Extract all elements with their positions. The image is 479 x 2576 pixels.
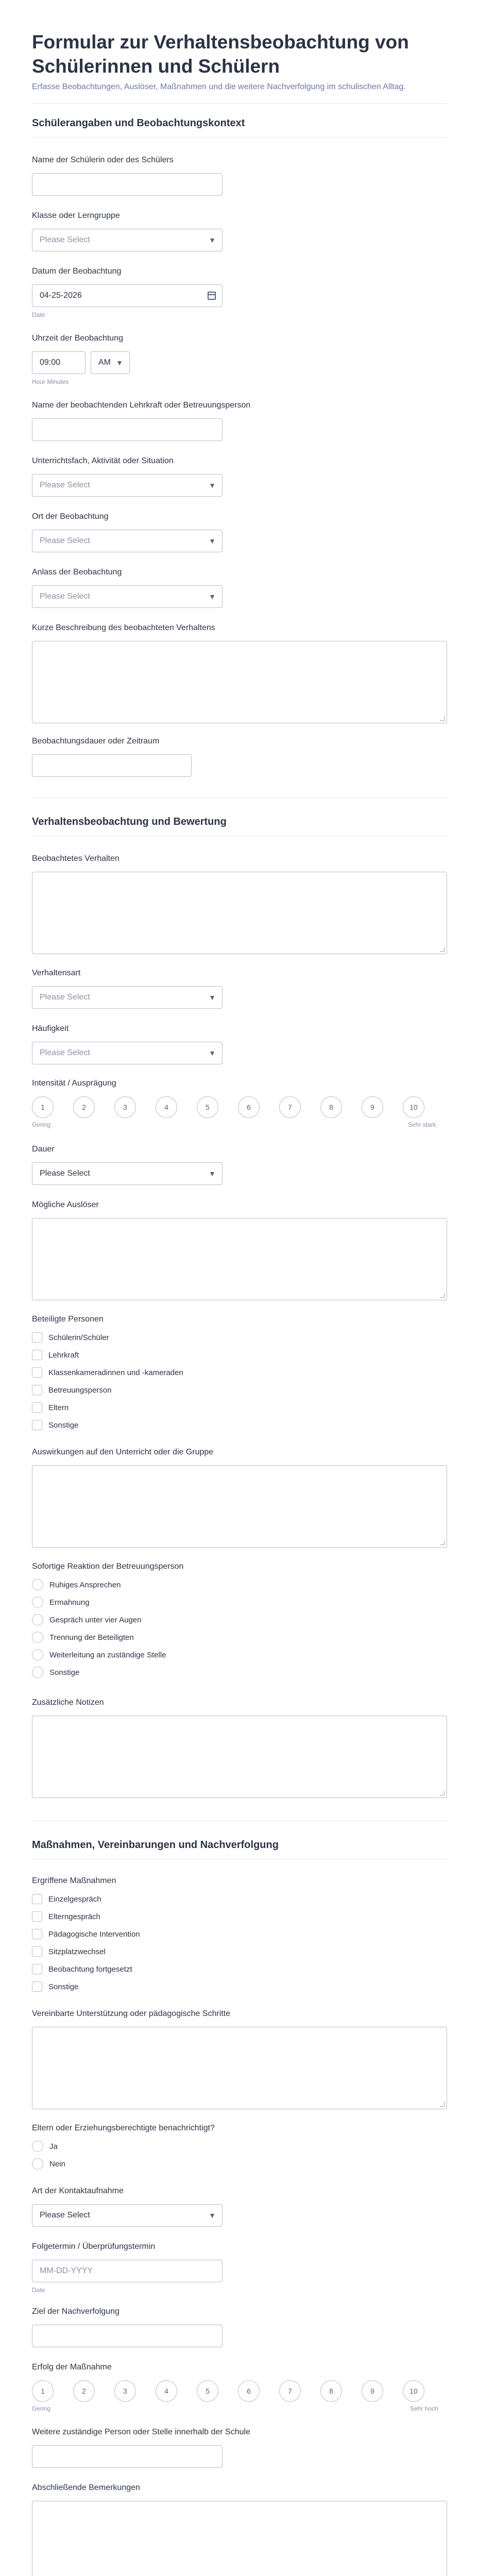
support-label: Vereinbarte Unterstützung oder pädagogische Schritte — [32, 2009, 231, 2018]
scale-option[interactable]: 7 — [279, 2380, 301, 2402]
radio[interactable] — [32, 2141, 43, 2152]
time-sublabel: Hour Minutes — [32, 378, 69, 385]
parents-option[interactable] — [32, 2140, 58, 2153]
duration2-label: Dauer — [32, 1145, 55, 1154]
checkbox[interactable] — [32, 1946, 42, 1957]
class-select[interactable] — [32, 229, 223, 251]
scale-option[interactable]: 10 — [403, 2380, 424, 2402]
triggers-textarea[interactable] — [32, 1218, 447, 1300]
observer-label: Name der beobachtenden Lehrkraft oder Betreuungsperson — [32, 401, 251, 410]
chevron-down-icon: ▼ — [209, 993, 216, 1002]
scale-high-label: Sehr hoch — [410, 2405, 438, 2412]
option-label: Ermahnung — [49, 1598, 90, 1607]
reaction-option[interactable] — [32, 1596, 90, 1608]
radio[interactable] — [32, 1667, 43, 1678]
chevron-down-icon: ▼ — [209, 2211, 216, 2219]
reaction-option[interactable] — [32, 1666, 79, 1679]
reaction-label: Sofortige Reaktion der Betreuungsperson — [32, 1562, 184, 1571]
measures-option[interactable] — [32, 1963, 132, 1975]
radio[interactable] — [32, 1597, 43, 1608]
option-label: Sonstige — [48, 1420, 79, 1430]
frequency-select-value: Please Select — [40, 1048, 90, 1057]
date-label: Datum der Beobachtung — [32, 267, 122, 276]
option-label: Weiterleitung an zuständige Stelle — [49, 1650, 166, 1659]
radio[interactable] — [32, 1614, 43, 1625]
time-label: Uhrzeit der Beobachtung — [32, 334, 123, 343]
followup-placeholder: MM-DD-YYYY — [40, 2266, 93, 2275]
goal-input[interactable] — [32, 2325, 223, 2347]
intensity-label: Intensität / Ausprägung — [32, 1079, 116, 1088]
measures-label: Ergriffene Maßnahmen — [32, 1876, 116, 1885]
scale-option[interactable]: 6 — [238, 2380, 260, 2402]
duration-label: Beobachtungsdauer oder Zeitraum — [32, 737, 160, 745]
student-name-label: Name der Schülerin oder des Schülers — [32, 156, 174, 164]
chevron-down-icon: ▼ — [116, 359, 123, 367]
scale-option[interactable]: 3 — [114, 2380, 136, 2402]
section-title-student-context: Schülerangaben und Beobachtungskontext — [32, 117, 245, 129]
time-input[interactable] — [32, 351, 85, 374]
success-scale — [32, 2380, 424, 2402]
chevron-down-icon: ▼ — [209, 1170, 216, 1178]
observed-textarea[interactable] — [32, 872, 447, 954]
measures-option[interactable] — [32, 1980, 78, 1993]
option-label: Sonstige — [49, 1668, 80, 1677]
date-sublabel: Date — [32, 311, 45, 318]
option-label: Trennung der Beteiligten — [49, 1633, 134, 1642]
option-label: Eltern — [48, 1403, 69, 1412]
checkbox[interactable] — [32, 1367, 42, 1378]
scale-high-label: Sehr stark — [408, 1121, 436, 1128]
option-label: Elterngespräch — [48, 1912, 100, 1921]
reason-select[interactable] — [32, 585, 223, 608]
scale-option[interactable]: 7 — [279, 1096, 301, 1118]
measures-option[interactable] — [32, 1893, 101, 1905]
scale-option[interactable]: 4 — [156, 1096, 177, 1118]
parents-label: Eltern oder Erziehungsberechtigte benachrichtigt? — [32, 2124, 215, 2132]
scale-option[interactable]: 2 — [73, 1096, 95, 1118]
scale-option[interactable]: 9 — [362, 2380, 383, 2402]
reaction-option[interactable] — [32, 1614, 141, 1626]
reaction-option[interactable] — [32, 1649, 166, 1661]
chevron-down-icon: ▼ — [209, 236, 216, 244]
student-name-input[interactable] — [32, 173, 223, 196]
frequency-select[interactable] — [32, 1042, 223, 1064]
persons-option[interactable] — [32, 1419, 78, 1431]
scale-option[interactable]: 3 — [114, 1096, 136, 1118]
option-label: Einzelgespräch — [48, 1894, 101, 1904]
scale-low-label: Gering — [32, 2405, 51, 2412]
description-textarea[interactable] — [32, 641, 447, 723]
checkbox[interactable] — [32, 1420, 42, 1430]
reason-label: Anlass der Beobachtung — [32, 568, 122, 577]
subject-select[interactable] — [32, 474, 223, 497]
other-person-input[interactable] — [32, 2445, 223, 2468]
scale-option[interactable]: 8 — [320, 1096, 342, 1118]
radio[interactable] — [32, 1579, 43, 1590]
ampm-value: AM — [98, 358, 111, 367]
form-subtitle: Erfasse Beobachtungen, Auslöser, Maßnahmen und die weitere Nachverfolgung im schulischen Alltag. — [32, 82, 406, 91]
support-textarea[interactable] — [32, 2027, 447, 2109]
goal-label: Ziel der Nachverfolgung — [32, 2307, 119, 2316]
effects-label: Auswirkungen auf den Unterricht oder die Gruppe — [32, 1448, 214, 1456]
checkbox[interactable] — [32, 1911, 42, 1922]
observed-label: Beobachtetes Verhalten — [32, 854, 119, 863]
observer-input[interactable] — [32, 418, 223, 441]
option-label: Sitzplatzwechsel — [48, 1947, 106, 1956]
location-select[interactable] — [32, 530, 223, 552]
location-select-value: Please Select — [40, 536, 90, 545]
persons-option[interactable] — [32, 1349, 79, 1361]
scale-option[interactable]: 10 — [403, 1096, 424, 1118]
option-label: Nein — [49, 2159, 65, 2168]
checkbox[interactable] — [32, 1350, 42, 1360]
reaction-option[interactable] — [32, 1631, 134, 1643]
scale-option[interactable]: 8 — [320, 2380, 342, 2402]
date-input[interactable] — [32, 284, 223, 307]
measures-option[interactable] — [32, 1945, 106, 1958]
calendar-icon[interactable] — [208, 292, 216, 300]
option-label: Lehrkraft — [48, 1350, 79, 1360]
section-title-observation: Verhaltensbeobachtung und Bewertung — [32, 816, 227, 827]
description-label: Kurze Beschreibung des beobachteten Verhaltens — [32, 623, 215, 632]
location-label: Ort der Beobachtung — [32, 512, 109, 521]
checkbox[interactable] — [32, 1402, 42, 1413]
scale-option[interactable]: 5 — [197, 2380, 218, 2402]
scale-option[interactable]: 1 — [32, 2380, 54, 2402]
type-select[interactable] — [32, 986, 223, 1009]
other-person-label: Weitere zuständige Person oder Stelle innerhalb der Schule — [32, 2428, 250, 2436]
persons-option[interactable] — [32, 1401, 69, 1414]
effects-textarea[interactable] — [32, 1465, 447, 1548]
followup-label: Folgetermin / Überprüfungstermin — [32, 2242, 156, 2251]
contact-select[interactable] — [32, 2204, 223, 2227]
scale-low-label: Gering — [32, 1121, 51, 1128]
scale-option[interactable]: 6 — [238, 1096, 260, 1118]
option-label: Ja — [49, 2142, 58, 2151]
reaction-option[interactable] — [32, 1579, 121, 1591]
duration2-select[interactable] — [32, 1162, 223, 1185]
chevron-down-icon: ▼ — [209, 1049, 216, 1057]
notes-textarea[interactable] — [32, 1716, 447, 1798]
persons-option[interactable] — [32, 1366, 183, 1379]
class-label: Klasse oder Lerngruppe — [32, 211, 120, 220]
persons-option[interactable] — [32, 1384, 112, 1396]
radio[interactable] — [32, 1632, 43, 1643]
section-title-measures: Maßnahmen, Vereinbarungen und Nachverfolgung — [32, 1839, 279, 1851]
contact-label: Art der Kontaktaufnahme — [32, 2187, 124, 2195]
option-label: Beobachtung fortgesetzt — [48, 1964, 132, 1974]
followup-date-input[interactable] — [32, 2260, 223, 2282]
option-label: Betreuungsperson — [48, 1385, 112, 1395]
checkbox[interactable] — [32, 1385, 42, 1395]
subject-select-value: Please Select — [40, 481, 90, 489]
persons-option[interactable] — [32, 1331, 109, 1344]
measures-option[interactable] — [32, 1928, 140, 1940]
persons-label: Beteiligte Personen — [32, 1315, 104, 1324]
scale-option[interactable]: 9 — [362, 1096, 383, 1118]
duration-input[interactable] — [32, 754, 192, 777]
scale-option[interactable]: 2 — [73, 2380, 95, 2402]
chevron-down-icon: ▼ — [209, 481, 216, 489]
time-value: 09:00 — [40, 358, 61, 367]
checkbox[interactable] — [32, 1332, 42, 1343]
radio[interactable] — [32, 2158, 43, 2170]
option-label: Gespräch unter vier Augen — [49, 1615, 142, 1624]
type-label: Verhaltensart — [32, 969, 81, 977]
checkbox[interactable] — [32, 1929, 42, 1939]
section-divider — [32, 137, 447, 138]
option-label: Pädagogische Intervention — [48, 1929, 140, 1939]
ampm-select[interactable] — [91, 351, 130, 374]
frequency-label: Häufigkeit — [32, 1024, 69, 1033]
option-label: Sonstige — [48, 1982, 79, 1991]
type-select-value: Please Select — [40, 993, 90, 1002]
reason-select-value: Please Select — [40, 592, 90, 601]
triggers-label: Mögliche Auslöser — [32, 1200, 99, 1209]
scale-option[interactable]: 4 — [156, 2380, 177, 2402]
option-label: Schülerin/Schüler — [48, 1333, 109, 1342]
date-value: 04-25-2026 — [40, 291, 82, 300]
form-title: Formular zur Verhaltensbeobachtung von Schülerinnen und Schülern — [32, 31, 409, 77]
checkbox[interactable] — [32, 1894, 42, 1904]
contact-select-value: Please Select — [40, 2211, 90, 2219]
section-divider — [32, 103, 447, 104]
class-select-value: Please Select — [40, 235, 90, 244]
option-label: Ruhiges Ansprechen — [49, 1580, 121, 1589]
chevron-down-icon: ▼ — [209, 537, 216, 545]
option-label: Klassenkameradinnen und -kameraden — [48, 1368, 183, 1377]
checkbox[interactable] — [32, 1964, 42, 1974]
success-label: Erfolg der Maßnahme — [32, 2363, 112, 2371]
remarks-textarea[interactable] — [32, 2501, 447, 2576]
checkbox[interactable] — [32, 1981, 42, 1992]
remarks-label: Abschließende Bemerkungen — [32, 2483, 140, 2492]
form-header — [32, 30, 454, 93]
notes-label: Zusätzliche Notizen — [32, 1698, 104, 1707]
scale-option[interactable]: 5 — [197, 1096, 218, 1118]
duration2-select-value: Please Select — [40, 1169, 90, 1178]
parents-option[interactable] — [32, 2158, 65, 2170]
chevron-down-icon: ▼ — [209, 592, 216, 601]
followup-date-sublabel: Date — [32, 2286, 45, 2294]
subject-label: Unterrichtsfach, Aktivität oder Situation — [32, 456, 174, 465]
measures-option[interactable] — [32, 1910, 100, 1923]
intensity-scale — [32, 1096, 424, 1118]
scale-option[interactable]: 1 — [32, 1096, 54, 1118]
radio[interactable] — [32, 1649, 43, 1660]
